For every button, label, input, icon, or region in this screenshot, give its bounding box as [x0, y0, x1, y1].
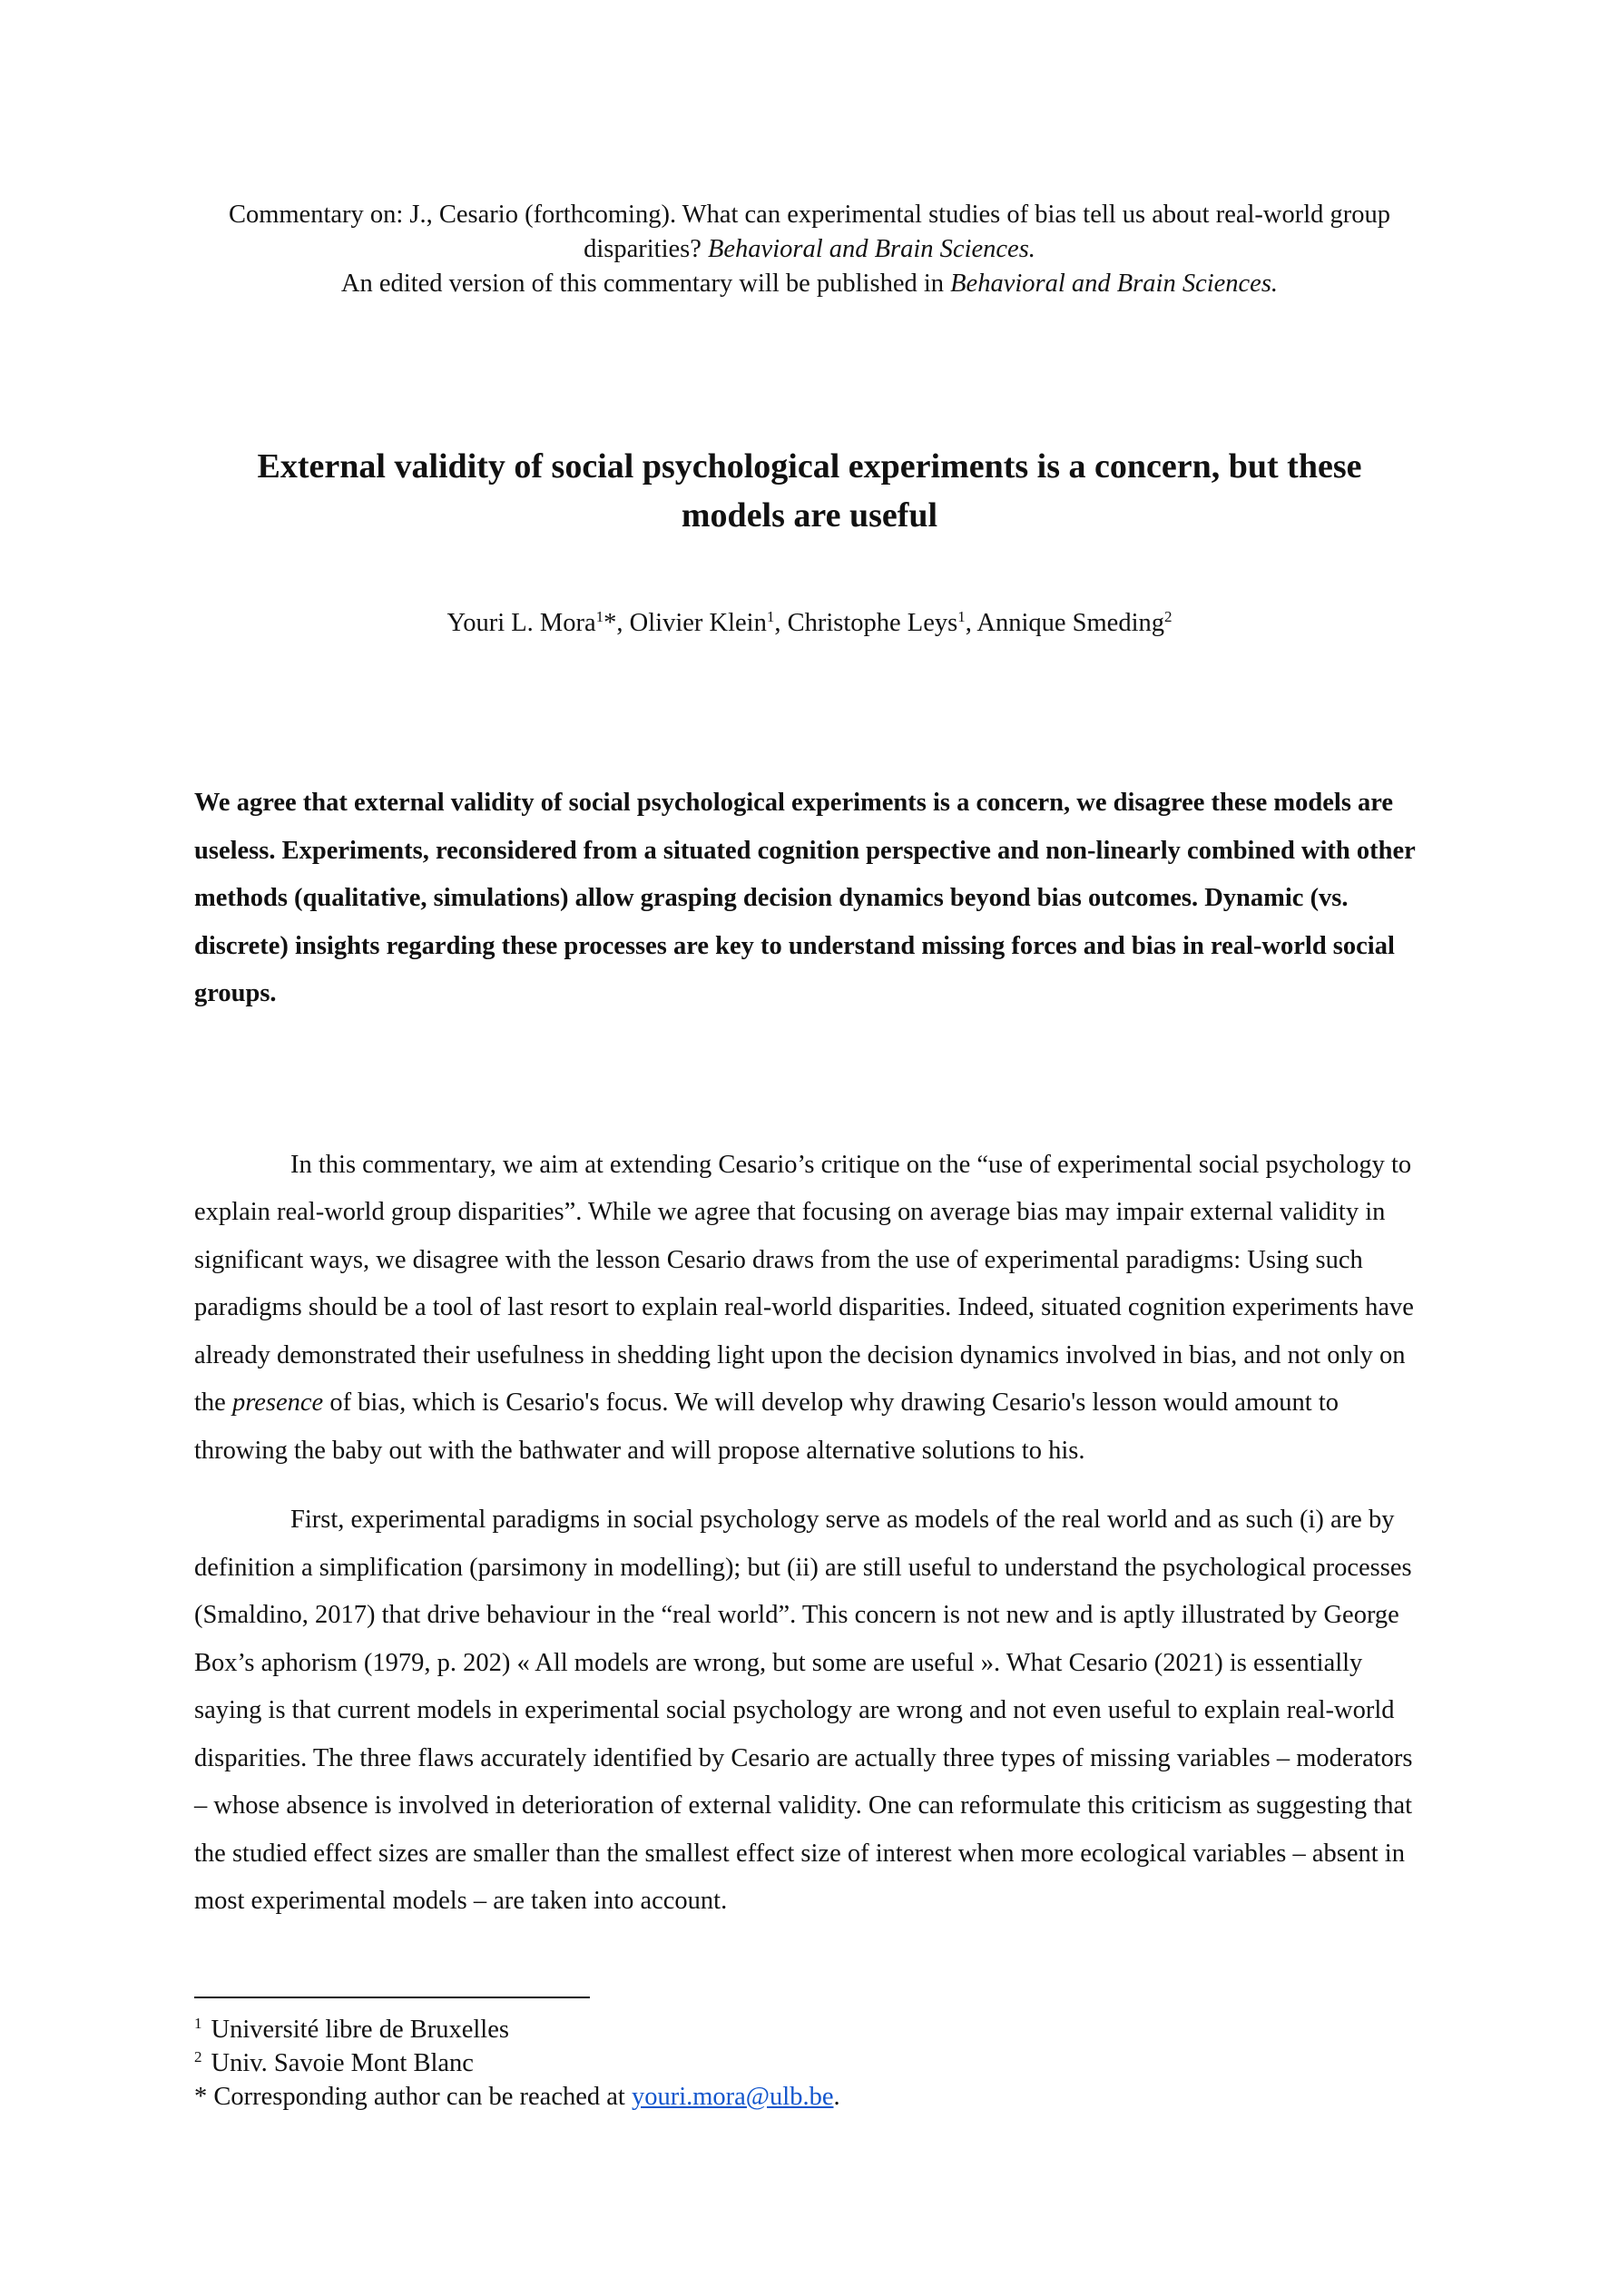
footnote: $^2$ Univ. Savoie Mont Blanc [194, 2048, 474, 2077]
edited-version-note: An edited version of this commentary will be published in Behavioral and Brain Sciences. [340, 270, 1279, 298]
journal-name: Behavioral and Brain Sciences. [708, 235, 1035, 263]
journal-name: Behavioral and Brain Sciences. [950, 270, 1279, 298]
footnotes [194, 1997, 1425, 2114]
body-text [194, 1142, 1425, 1926]
author-list: Youri L. Mora$^1$*, Olivier Klein$^1$, Christophe Leys$^1$, Annique Smeding$^2$ [446, 608, 1173, 637]
commentary-header [194, 198, 1425, 301]
commentary-reference: Commentary on: J., Cesario (forthcoming). What can experimental studies of bias tell us about real-world group disparities? Behavioral and Brain Sciences. [228, 201, 1391, 263]
corresponding-author-note: * Corresponding author can be reached at youri.mora@ulb.be. [194, 2083, 840, 2111]
footnote-divider [194, 1997, 590, 1998]
abstract: We agree that external validity of social psychological experiments is a concern, we disagree these models are useless. Experiments, reconsidered from a situated cognition perspective and non-linearly combined with other methods (qualitative, simulations) allow grasping decision dynamics beyond bias outcomes. Dynamic (vs. discrete) insights regarding these processes are key to understand missing forces and bias in real-world social groups. [194, 789, 1416, 1007]
paragraph: First, experimental paradigms in social psychology serve as models of the real world and as such (i) are by definition a simplification (parsimony in modelling); but (ii) are still useful to understand the psychological processes (Smaldino, 2017) that drive behaviour in the “real world”. This concern is not new and is aptly illustrated by George Box’s aphorism (1979, p. 202) « All models are wrong, but some are useful ». What Cesario (2021) is essentially saying is that current models in experimental social psychology are wrong and not even useful to explain real-world disparities. The three flaws accurately identified by Cesario are actually three types of missing variables – moderators – whose absence is involved in deterioration of external validity. One can reformulate this criticism as suggesting that the studied effect sizes are smaller than the smallest effect size of interest when more ecological variables – absent in most experimental models – are taken into account. [194, 1506, 1413, 1915]
email-link[interactable]: youri.mora@ulb.be [631, 2083, 834, 2111]
author: Youri L. Mora$^1$* [446, 608, 617, 637]
author: Annique Smeding$^2$ [976, 608, 1173, 637]
footnote: $^1$ Université libre de Bruxelles [194, 2015, 509, 2044]
author: Olivier Klein$^1$ [629, 608, 775, 637]
paragraph: In this commentary, we aim at extending Cesario’s critique on the “use of experimental social psychology to explain real-world group disparities”. While we agree that focusing on average bias may impair external validity in significant ways, we disagree with the lesson Cesario draws from the use of experimental paradigms: Using such paradigms should be a tool of last resort to explain real-world disparities. Indeed, situated cognition experiments have already demonstrated their usefulness in shedding light upon the decision dynamics involved in bias, and not only on the presence of bias, which is Cesario's focus. We will develop why drawing Cesario's lesson would amount to throwing the baby out with the bathwater and will propose alternative solutions to his. [194, 1150, 1414, 1465]
paper-title: External validity of social psychological experiments is a concern, but these models are useful [257, 447, 1362, 535]
author: Christophe Leys$^1$ [787, 608, 966, 637]
